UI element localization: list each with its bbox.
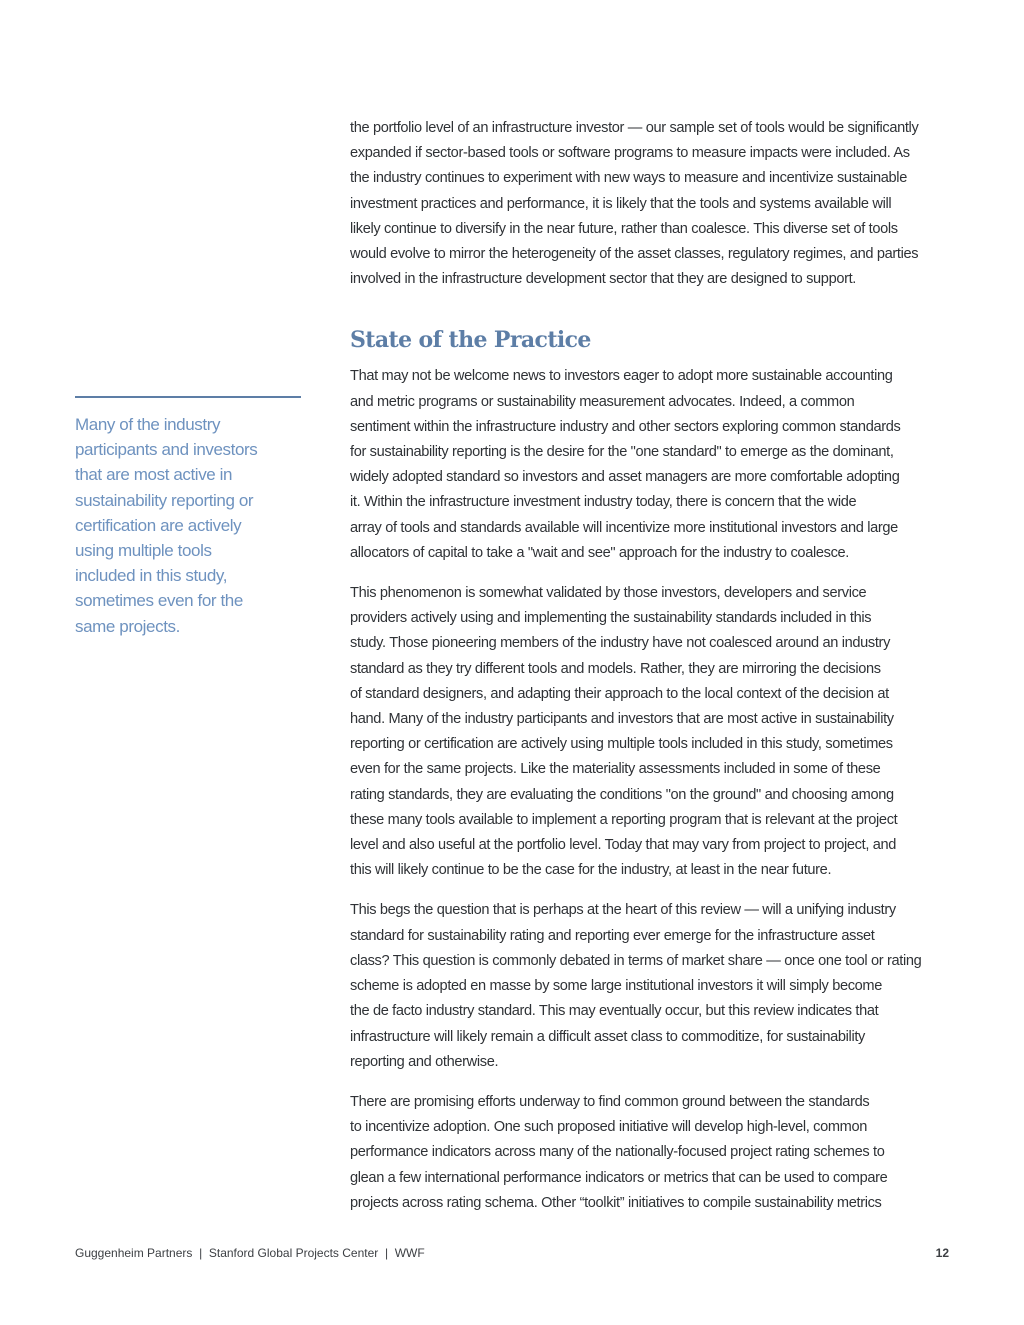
text-line: allocators of capital to take a "wait and see" approach for the industry to coalesce. bbox=[350, 544, 849, 561]
text-line: level and also useful at the portfolio level. Today that may vary from project to project, and bbox=[350, 837, 897, 854]
text-line: reporting and otherwise. bbox=[350, 1053, 499, 1070]
intro-paragraph bbox=[350, 116, 955, 292]
text-line: rating standards, they are evaluating the conditions "on the ground" and choosing among bbox=[350, 786, 894, 803]
text-line: study. Those pioneering members of the industry have not coalesced around an industry bbox=[350, 635, 891, 652]
text-line: standard as they try different tools and models. Rather, they are mirroring the decisions bbox=[350, 660, 881, 677]
body-paragraph-2 bbox=[350, 581, 955, 883]
pull-quote-divider bbox=[75, 396, 301, 398]
text-line: array of tools and standards available will incentivize more institutional investors and large bbox=[350, 519, 898, 536]
text-line: scheme is adopted en masse by some large institutional investors it will simply become bbox=[350, 978, 883, 995]
text-line: and metric programs or sustainability measurement advocates. Indeed, a common bbox=[350, 393, 855, 410]
text-line: glean a few international performance indicators or metrics that can be used to compare bbox=[350, 1169, 888, 1186]
text-line: involved in the infrastructure development sector that they are designed to support. bbox=[350, 271, 857, 288]
text-line: investment practices and performance, it is likely that the tools and systems available will bbox=[350, 195, 892, 212]
text-line: it. Within the infrastructure investment industry today, there is concern that the wide bbox=[350, 494, 857, 511]
text-line: expanded if sector-based tools or software programs to measure impacts were included. As bbox=[350, 145, 910, 162]
text-line: sustainability reporting or bbox=[75, 490, 254, 510]
section-heading: State of the Practice bbox=[350, 327, 591, 354]
main-column bbox=[350, 116, 955, 1216]
text-line: same projects. bbox=[75, 616, 180, 636]
text-line: providers actively using and implementing the sustainability standards included in this bbox=[350, 610, 872, 627]
text-line: certification are actively bbox=[75, 515, 242, 535]
text-line: this will likely continue to be the case for the industry, at least in the near future. bbox=[350, 862, 832, 879]
body-paragraph-3 bbox=[350, 898, 955, 1074]
text-line: the de facto industry standard. This may eventually occur, but this review indicates that bbox=[350, 1003, 879, 1020]
pull-quote bbox=[75, 396, 303, 639]
text-line: the industry continues to experiment with new ways to measure and incentivize sustainable bbox=[350, 170, 907, 187]
text-line: included in this study, bbox=[75, 566, 228, 586]
text-line: using multiple tools bbox=[75, 541, 212, 561]
text-line: for sustainability reporting is the desire for the "one standard" to emerge as the dominant, bbox=[350, 444, 894, 461]
page-footer bbox=[75, 1246, 949, 1260]
footer-source: Guggenheim Partners | Stanford Global Projects Center | WWF bbox=[75, 1246, 425, 1260]
text-line: That may not be welcome news to investors eager to adopt more sustainable accounting bbox=[350, 368, 893, 385]
text-line: the portfolio level of an infrastructure investor — our sample set of tools would be significantly bbox=[350, 120, 919, 136]
text-line: widely adopted standard so investors and asset managers are more comfortable adopting bbox=[350, 469, 900, 486]
text-line: This phenomenon is somewhat validated by those investors, developers and service bbox=[350, 585, 867, 602]
pull-quote-text bbox=[75, 412, 303, 639]
text-line: infrastructure will likely remain a difficult asset class to commoditize, for sustainability bbox=[350, 1028, 865, 1045]
text-line: standard for sustainability rating and reporting ever emerge for the infrastructure asset bbox=[350, 927, 875, 944]
text-line: performance indicators across many of the nationally-focused project rating schemes to bbox=[350, 1144, 885, 1161]
text-line: that are most active in bbox=[75, 465, 233, 485]
text-line: This begs the question that is perhaps at the heart of this review — will a unifying industry bbox=[350, 902, 896, 919]
text-line: Many of the industry bbox=[75, 415, 221, 434]
text-line: even for the same projects. Like the materiality assessments included in some of these bbox=[350, 761, 881, 778]
body-paragraph-4 bbox=[350, 1090, 955, 1216]
text-line: sentiment within the infrastructure industry and other sectors exploring common standards bbox=[350, 418, 901, 435]
text-line: likely continue to diversify in the near future, rather than coalesce. This diverse set of tools bbox=[350, 220, 898, 237]
text-line: to incentivize adoption. One such proposed initiative will develop high-level, common bbox=[350, 1119, 868, 1136]
text-line: participants and investors bbox=[75, 440, 258, 460]
text-line: these many tools available to implement a reporting program that is relevant at the project bbox=[350, 811, 898, 828]
text-line: of standard designers, and adapting their approach to the local context of the decision at bbox=[350, 685, 889, 702]
text-line: reporting or certification are actively using multiple tools included in this study, sometimes bbox=[350, 736, 893, 753]
text-line: There are promising efforts underway to find common ground between the standards bbox=[350, 1093, 870, 1110]
text-line: class? This question is commonly debated in terms of market share — once one tool or rating bbox=[350, 952, 922, 969]
text-line: projects across rating schema. Other “toolkit” initiatives to compile sustainability metrics bbox=[350, 1194, 882, 1211]
body-paragraph-1 bbox=[350, 364, 955, 566]
page-number: 12 bbox=[935, 1246, 949, 1260]
text-line: sometimes even for the bbox=[75, 591, 243, 611]
text-line: hand. Many of the industry participants and investors that are most active in sustainability bbox=[350, 711, 894, 728]
text-line: would evolve to mirror the heterogeneity of the asset classes, regulatory regimes, and parties bbox=[350, 246, 919, 263]
